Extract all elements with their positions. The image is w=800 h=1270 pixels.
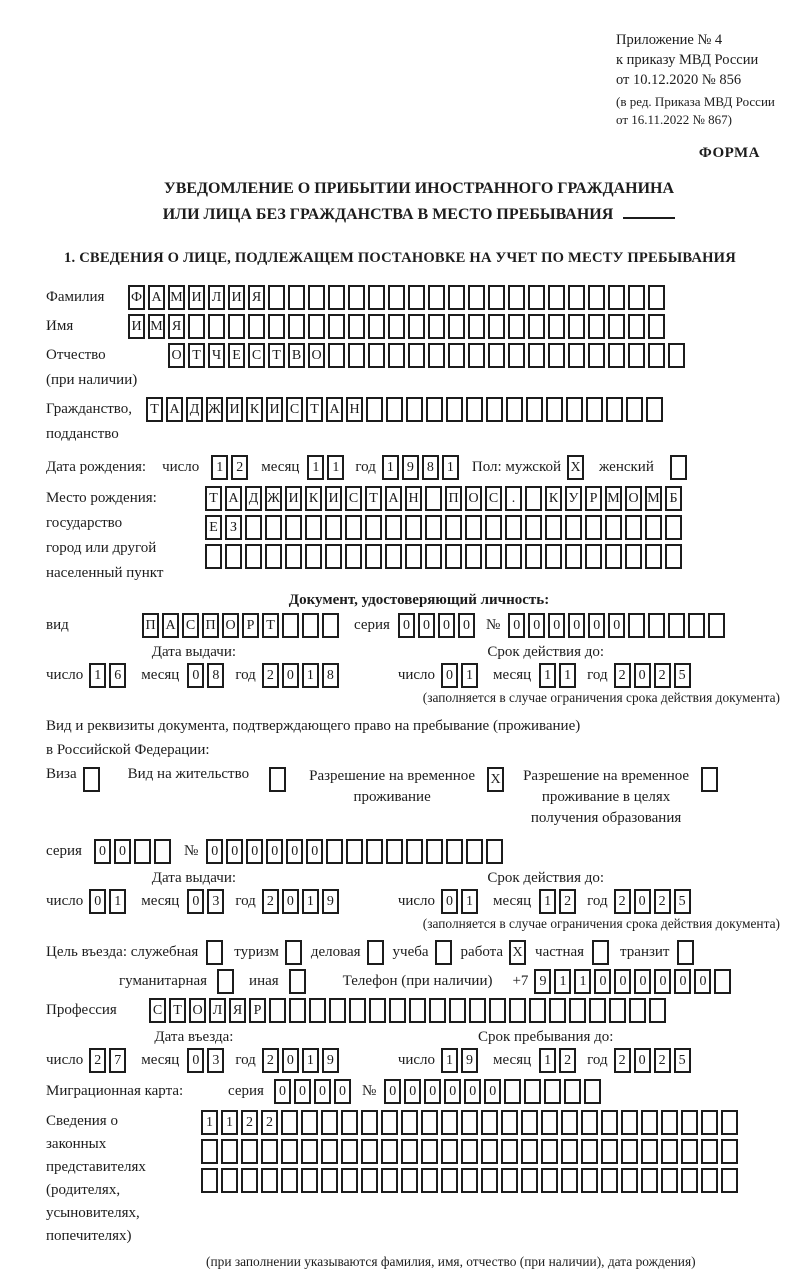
stay-until-label: Срок пребывания до: xyxy=(477,1029,614,1045)
edu-permit-checkbox[interactable] xyxy=(701,767,721,792)
form-title-line1: УВЕДОМЛЕНИЕ О ПРИБЫТИИ ИНОСТРАННОГО ГРАЖДАНИНА xyxy=(163,180,675,197)
given-name-label: Имя xyxy=(46,318,74,334)
id-issue-month-field[interactable]: 0 8 xyxy=(187,663,227,688)
entry-day-field[interactable]: 2 7 xyxy=(89,1048,129,1073)
id-valid-day-field[interactable]: 0 1 xyxy=(441,663,481,688)
phone-prefix: +7 xyxy=(512,973,529,989)
sex-female-label: женский xyxy=(599,459,654,475)
revision-block xyxy=(616,93,792,129)
temp-permit-label: Разрешение на временное проживание xyxy=(309,768,476,805)
section1-heading: 1. СВЕДЕНИЯ О ЛИЦЕ, ПОДЛЕЖАЩЕМ ПОСТАНОВКЕ НА УЧЕТ ПО МЕСТУ ПРЕБЫВАНИЯ xyxy=(64,250,736,266)
birthdate-label: Дата рождения: xyxy=(46,459,147,475)
valid-note: (заполняется в случае ограничения срока действия документа) xyxy=(422,690,780,705)
permit-valid-month-field[interactable]: 1 2 xyxy=(539,889,579,914)
purpose-label: Цель въезда: служебная xyxy=(46,944,199,960)
blank-underline xyxy=(623,205,675,219)
migration-card-row: Миграционная карта: серия 0 0 0 0 № 0 0 0 0 0 0 xyxy=(46,1079,792,1104)
phone-label: Телефон (при наличии) xyxy=(342,973,493,989)
appendix-line-3: от 10.12.2020 № 856 xyxy=(616,72,742,88)
id-doc-row xyxy=(46,613,792,638)
purpose-business-checkbox[interactable] xyxy=(367,940,387,965)
entry-date-label: Дата въезда: xyxy=(154,1029,234,1045)
permit-valid-day-field[interactable]: 0 1 xyxy=(441,889,481,914)
birthplace-label: Место рождения: государство город или другой населенный пункт xyxy=(46,490,164,581)
id-valid-month-field[interactable]: 1 1 xyxy=(539,663,579,688)
purpose-other-checkbox[interactable] xyxy=(289,969,309,994)
purpose-transit-checkbox[interactable] xyxy=(677,940,697,965)
form-title-line2: ИЛИ ЛИЦА БЕЗ ГРАЖДАНСТВА В МЕСТО ПРЕБЫВАНИЯ xyxy=(46,202,792,228)
permit-number-row: серия 0 0 № 0 0 0 0 0 0 xyxy=(46,839,792,864)
patronymic-label: Отчество (при наличии) xyxy=(46,347,138,388)
permit-valid-year-field[interactable]: 2 0 2 5 xyxy=(614,889,694,914)
purpose-study-checkbox[interactable] xyxy=(435,940,455,965)
representatives-label: Сведения о законных представителях (родителях, усыновителях, попечителях) xyxy=(46,1113,146,1244)
migration-card-label: Миграционная карта: xyxy=(46,1083,184,1099)
citizenship-label: Гражданство, подданство xyxy=(46,401,133,442)
permit-dates xyxy=(46,870,792,914)
month-label: месяц xyxy=(261,459,300,475)
number-label: № xyxy=(485,617,501,633)
surname-field[interactable]: Ф А М И Л И Я xyxy=(128,285,668,310)
day-label: число xyxy=(162,459,200,475)
id-issue-day-field[interactable]: 1 6 xyxy=(89,663,129,688)
id-issue-group: Дата выдачи: число 1 6 месяц 0 8 год 2 0 1 8 xyxy=(46,644,342,688)
sex-male-checkbox[interactable]: X xyxy=(567,455,587,480)
representatives-note: (при заполнении указываются фамилия, имя, отчество (при наличии), дата рождения) xyxy=(206,1254,696,1269)
permit-valid-group: Срок действия до: число 0 1 месяц 1 2 год 2 0 2 5 xyxy=(398,870,694,914)
birthplace-line2-field[interactable]: Е З xyxy=(205,515,685,540)
permit-series-field[interactable]: 0 0 xyxy=(94,839,174,864)
residency-doc-row xyxy=(46,766,792,829)
representatives-line3-field[interactable] xyxy=(201,1168,741,1193)
sex-male-label: Пол: мужской xyxy=(471,459,562,475)
id-doc-number-field[interactable]: 0 0 0 0 0 0 xyxy=(508,613,728,638)
purpose-row: Цель въезда: служебная туризм деловая учеба работа X частная транзит xyxy=(46,940,792,965)
purpose-private-checkbox[interactable] xyxy=(592,940,612,965)
birth-year-field[interactable]: 1 9 8 1 xyxy=(382,455,462,480)
issue-date-label: Дата выдачи: xyxy=(151,644,237,660)
id-valid-group: Срок действия до: число 0 1 месяц 1 1 год 2 0 2 5 xyxy=(398,644,694,688)
representatives-fields xyxy=(201,1110,741,1197)
citizenship-row xyxy=(46,397,792,447)
permit-valid-note: (заполняется в случае ограничения срока действия документа) xyxy=(422,916,780,931)
temp-permit-checkbox[interactable]: X xyxy=(487,767,507,792)
visa-label: Виза xyxy=(46,766,77,782)
appendix-line-1: Приложение № 4 xyxy=(616,32,723,48)
birth-day-field[interactable]: 1 2 xyxy=(211,455,251,480)
form-label: ФОРМА xyxy=(698,145,760,161)
birthdate-row xyxy=(46,455,792,480)
profession-label: Профессия xyxy=(46,1002,117,1018)
given-name-field[interactable]: И М Я xyxy=(128,314,668,339)
patronymic-row xyxy=(46,343,792,393)
revision-line-2: от 16.11.2022 № 867) xyxy=(616,112,733,127)
purpose-humanitarian-checkbox[interactable] xyxy=(217,969,237,994)
representatives-line1-field[interactable]: 1 1 2 2 xyxy=(201,1110,741,1135)
permit-number-field[interactable]: 0 0 0 0 0 0 xyxy=(206,839,506,864)
birth-month-field[interactable]: 1 1 xyxy=(307,455,347,480)
patronymic-field[interactable]: О Т Ч Е С Т В О xyxy=(168,343,688,368)
revision-line-1: (в ред. Приказа МВД России xyxy=(616,94,775,109)
migration-number-field[interactable]: 0 0 0 0 0 0 xyxy=(384,1079,604,1104)
stay-month-field[interactable]: 1 2 xyxy=(539,1048,579,1073)
series-label: серия xyxy=(354,617,390,633)
permit-issue-year-field[interactable]: 2 0 1 9 xyxy=(262,889,342,914)
representatives-line2-field[interactable] xyxy=(201,1139,741,1164)
phone-row: гуманитарная иная Телефон (при наличии) +7 9 1 1 0 0 0 0 0 0 xyxy=(46,969,792,994)
stay-day-field[interactable]: 1 9 xyxy=(441,1048,481,1073)
entry-year-field[interactable]: 2 0 1 9 xyxy=(262,1048,342,1073)
year-label: год xyxy=(355,459,376,475)
residency-paragraph: Вид и реквизиты документа, подтверждающего право на пребывание (проживание) в Российской Федерации: xyxy=(46,718,581,758)
sex-female-checkbox[interactable] xyxy=(670,455,690,480)
purpose-work-checkbox[interactable]: X xyxy=(509,940,529,965)
appendix-block xyxy=(616,30,792,129)
profession-row xyxy=(46,998,792,1023)
id-issue-year-field[interactable]: 2 0 1 8 xyxy=(262,663,342,688)
doc-kind-label: вид xyxy=(46,617,69,633)
surname-label: Фамилия xyxy=(46,289,105,305)
appendix-line-2: к приказу МВД России xyxy=(616,52,759,68)
valid-until-label: Срок действия до: xyxy=(487,644,605,660)
id-doc-series-field[interactable]: 0 0 0 0 xyxy=(398,613,478,638)
stay-year-field[interactable]: 2 0 2 5 xyxy=(614,1048,694,1073)
given-name-row xyxy=(46,314,792,339)
edu-permit-label: Разрешение на временное проживание в целях получения образования xyxy=(523,768,690,826)
stay-until-group: Срок пребывания до: число 1 9 месяц 1 2 год 2 0 2 5 xyxy=(398,1029,694,1073)
id-valid-year-field[interactable]: 2 0 2 5 xyxy=(614,663,694,688)
representatives-block xyxy=(46,1110,792,1248)
phone-field[interactable]: 9 1 1 0 0 0 0 0 0 xyxy=(534,969,734,994)
birthplace-block xyxy=(46,486,792,586)
permit-issue-group: Дата выдачи: число 0 1 месяц 0 3 год 2 0 1 9 xyxy=(46,870,342,914)
purpose-tourism-checkbox[interactable] xyxy=(285,940,305,965)
residence-permit-checkbox[interactable] xyxy=(269,767,289,792)
entry-date-group: Дата въезда: число 2 7 месяц 0 3 год 2 0 1 9 xyxy=(46,1029,342,1073)
visa-checkbox[interactable] xyxy=(83,767,103,792)
id-doc-dates xyxy=(46,644,792,688)
entry-month-field[interactable]: 0 3 xyxy=(187,1048,227,1073)
id-doc-heading: Документ, удостоверяющий личность: xyxy=(288,592,550,608)
id-doc-type-field[interactable]: П А С П О Р Т xyxy=(142,613,342,638)
birthplace-line3-field[interactable] xyxy=(205,544,685,569)
profession-field[interactable]: С Т О Л Я Р xyxy=(149,998,669,1023)
permit-issue-day-field[interactable]: 0 1 xyxy=(89,889,129,914)
purpose-official-checkbox[interactable] xyxy=(206,940,226,965)
birthplace-line1-field[interactable]: Т А Д Ж И К И С Т А Н П О С . К У Р М О М Б xyxy=(205,486,685,511)
form-title xyxy=(46,176,792,228)
migration-series-field[interactable]: 0 0 0 0 xyxy=(274,1079,354,1104)
citizenship-field[interactable]: Т А Д Ж И К И С Т А Н xyxy=(146,397,666,422)
residence-permit-label: Вид на жительство xyxy=(127,766,250,782)
permit-issue-month-field[interactable]: 0 3 xyxy=(187,889,227,914)
birthplace-fields xyxy=(205,486,685,573)
entry-dates xyxy=(46,1029,792,1073)
surname-row xyxy=(46,285,792,310)
